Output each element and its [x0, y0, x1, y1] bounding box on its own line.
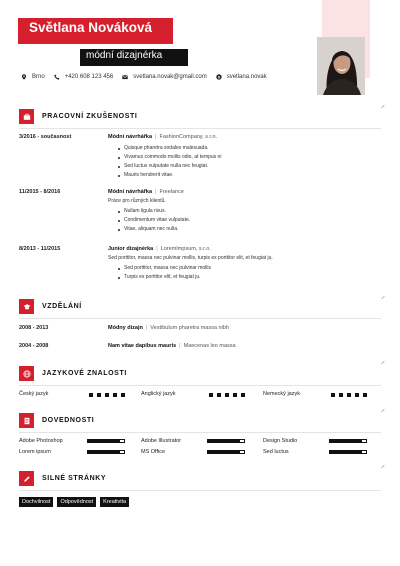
- divider-mark: [381, 465, 385, 469]
- skype-icon: [216, 74, 222, 80]
- language-level: [89, 393, 129, 397]
- cv-page: Světlana Nováková módní dizajnérka Brno +420 608 123 456 svetlana.novak@gmail.com S svetlana.novak PRACOVNÍ ZKUŠENOSTI 3/2016 - současnost Módní návrhářka | FashionCompany, s.r.o. Quisque pharetra sodales malesuada. Vivamus commodo mollis odio, at tempus ni Sed luctus vulputate nulla nec feugiat. Mauris hendrerit vitae. 11/2015 - 8/2016 Módní návrhářka | Freelance Práce pro různých klientů. Nullam ligula risus. Condimentum vitae vulputate. Vitae, aliquam nec nulla. 8/2013 - 11/2015 Junior dizajnérka | LoremImpsum, s.r.o. Sed porttitor, massa nec pulvinar mollis, turpis ex porttitor elit, et feugiat ju. Sed porttitor, massa nec pulvinar mollis Turpis ex porttitor elit, et feugiat ju. VZDĚLÁNÍ 2008 - 2013 Módny dizajn | Vestibulum pharetra massa nibh 2004 - 2008 Nam vitae dapibus mauris | Maecenas leo massa JAZYKOVÉ ZNALOSTI Český jazyk Anglický jazyk Nemecký jazyk DOVEDNOSTI Adobe Photoshop Adobe Illustrator Design Studio Lorem ipsum MS Office Sed luctus SILNÉ STRÁNKY Dochvilnost Odpovědnost Kreativita: [0, 0, 400, 566]
- contact-text: Brno: [32, 74, 45, 80]
- education-degree: Nam vitae dapibus mauris: [108, 343, 177, 349]
- experience-company: Freelance: [159, 189, 184, 195]
- experience-section-title: PRACOVNÍ ZKUŠENOSTI: [42, 113, 138, 120]
- level-dot: [363, 393, 367, 397]
- profile-photo: [317, 37, 365, 95]
- job-title: módní dizajnérka: [86, 50, 163, 61]
- education-date: 2004 - 2008: [19, 343, 49, 349]
- divider-mark: [381, 105, 385, 109]
- contact-text: svetlana.novak: [226, 74, 267, 80]
- skill-level-fill: [208, 440, 240, 442]
- experience-bullet: Vivamus commodo mollis odio, at tempus ni: [118, 153, 378, 162]
- experience-date: 3/2016 - současnost: [19, 134, 72, 140]
- language-level: [209, 393, 249, 397]
- language-name: Nemecký jazyk: [263, 391, 300, 397]
- skill-level-fill: [88, 440, 120, 442]
- skill-level-bar: [329, 450, 367, 454]
- skill-name: Sed luctus: [263, 449, 289, 455]
- level-dot: [347, 393, 351, 397]
- skill-level-bar: [329, 439, 367, 443]
- education-school: Maecenas leo massa: [183, 343, 236, 349]
- skill-name: Lorem ipsum: [19, 449, 51, 455]
- languages-section-title: JAZYKOVÉ ZNALOSTI: [42, 370, 127, 377]
- experience-bullet: Mauris hendrerit vitae.: [118, 171, 378, 180]
- location-pin-icon: [21, 74, 27, 80]
- contact-email[interactable]: [122, 74, 206, 80]
- section-divider: [19, 490, 381, 491]
- divider-mark: [381, 296, 385, 300]
- contact-location: [21, 74, 45, 80]
- experience-description: Práce pro různých klientů.: [108, 198, 166, 204]
- contact-skype[interactable]: [216, 74, 267, 80]
- skill-level-bar: [87, 450, 125, 454]
- section-divider: [19, 385, 381, 386]
- divider-mark: [381, 361, 385, 365]
- contact-text: svetlana.novak@gmail.com: [133, 74, 207, 80]
- graduation-cap-icon: [23, 303, 31, 311]
- skill-level-fill: [330, 440, 362, 442]
- section-divider: [19, 432, 381, 433]
- language-name: Anglický jazyk: [141, 391, 176, 397]
- experience-company: LoremImpsum, s.r.o.: [160, 246, 211, 252]
- divider-mark: [381, 409, 385, 413]
- strength-tags: [19, 497, 133, 507]
- experience-date: 11/2015 - 8/2016: [19, 189, 61, 195]
- skill-level-fill: [88, 451, 120, 453]
- skill-level-bar: [207, 439, 245, 443]
- level-dot: [105, 393, 109, 397]
- envelope-icon: [122, 74, 128, 80]
- contact-bar: [21, 74, 276, 80]
- experience-company: FashionCompany, s.r.o.: [159, 134, 218, 140]
- strengths-section-title: SILNÉ STRÁNKY: [42, 475, 107, 482]
- experience-bullet: Nullam ligula risus.: [118, 207, 378, 216]
- education-school: Vestibulum pharetra massa nibh: [150, 325, 229, 331]
- level-dot: [209, 393, 213, 397]
- experience-bullet: Sed porttitor, massa nec pulvinar mollis: [118, 264, 378, 273]
- skills-section-icon: [19, 413, 34, 428]
- languages-section-icon: [19, 366, 34, 381]
- level-dot: [113, 393, 117, 397]
- level-dot: [355, 393, 359, 397]
- skill-level-fill: [208, 451, 240, 453]
- contact-phone[interactable]: [54, 74, 114, 80]
- strength-tag: Dochvilnost: [19, 497, 53, 507]
- skills-section-title: DOVEDNOSTI: [42, 417, 95, 424]
- experience-bullet: Condimentum vitae vulputate.: [118, 216, 378, 225]
- level-dot: [89, 393, 93, 397]
- skill-level-bar: [207, 450, 245, 454]
- globe-icon: [23, 370, 31, 378]
- experience-description: Sed porttitor, massa nec pulvinar mollis, turpis ex porttitor elit, et feugiat ju.: [108, 255, 273, 261]
- skill-name: Design Studio: [263, 438, 298, 444]
- education-date: 2008 - 2013: [19, 325, 49, 331]
- experience-bullet: Sed luctus vulputate nulla nec feugiat.: [118, 162, 378, 171]
- level-dot: [331, 393, 335, 397]
- experience-section-icon: [19, 109, 34, 124]
- svg-text:S: S: [217, 74, 221, 80]
- level-dot: [121, 393, 125, 397]
- education-section-icon: [19, 299, 34, 314]
- experience-role: Módní návrhářka: [108, 189, 153, 195]
- level-dot: [241, 393, 245, 397]
- phone-icon: [54, 74, 60, 80]
- level-dot: [225, 393, 229, 397]
- experience-role: Junior dizajnérka: [108, 246, 154, 252]
- document-icon: [23, 417, 31, 425]
- skill-level-fill: [330, 451, 362, 453]
- level-dot: [97, 393, 101, 397]
- language-name: Český jazyk: [19, 391, 49, 397]
- education-section-title: VZDĚLÁNÍ: [42, 303, 82, 310]
- language-level: [331, 393, 371, 397]
- level-dot: [339, 393, 343, 397]
- skill-name: Adobe Illustrator: [141, 438, 182, 444]
- briefcase-icon: [23, 113, 31, 121]
- person-name: Světlana Nováková: [29, 20, 153, 35]
- experience-bullet: Turpis ex porttitor elit, et feugiat ju.: [118, 273, 378, 282]
- experience-date: 8/2013 - 11/2015: [19, 246, 61, 252]
- section-divider: [19, 128, 381, 129]
- strength-tag: Kreativita: [100, 497, 129, 507]
- skill-name: MS Office: [141, 449, 166, 455]
- education-degree: Módny dizajn: [108, 325, 143, 331]
- section-divider: [19, 318, 381, 319]
- pencil-icon: [23, 475, 31, 483]
- level-dot: [233, 393, 237, 397]
- experience-bullet: Vitae, aliquam nec nulla.: [118, 225, 378, 234]
- experience-role: Módní návrhářka: [108, 134, 153, 140]
- level-dot: [217, 393, 221, 397]
- experience-bullet: Quisque pharetra sodales malesuada.: [118, 144, 378, 153]
- skill-name: Adobe Photoshop: [19, 438, 63, 444]
- contact-text: +420 608 123 456: [64, 74, 114, 80]
- skill-level-bar: [87, 439, 125, 443]
- strength-tag: Odpovědnost: [57, 497, 96, 507]
- strengths-section-icon: [19, 471, 34, 486]
